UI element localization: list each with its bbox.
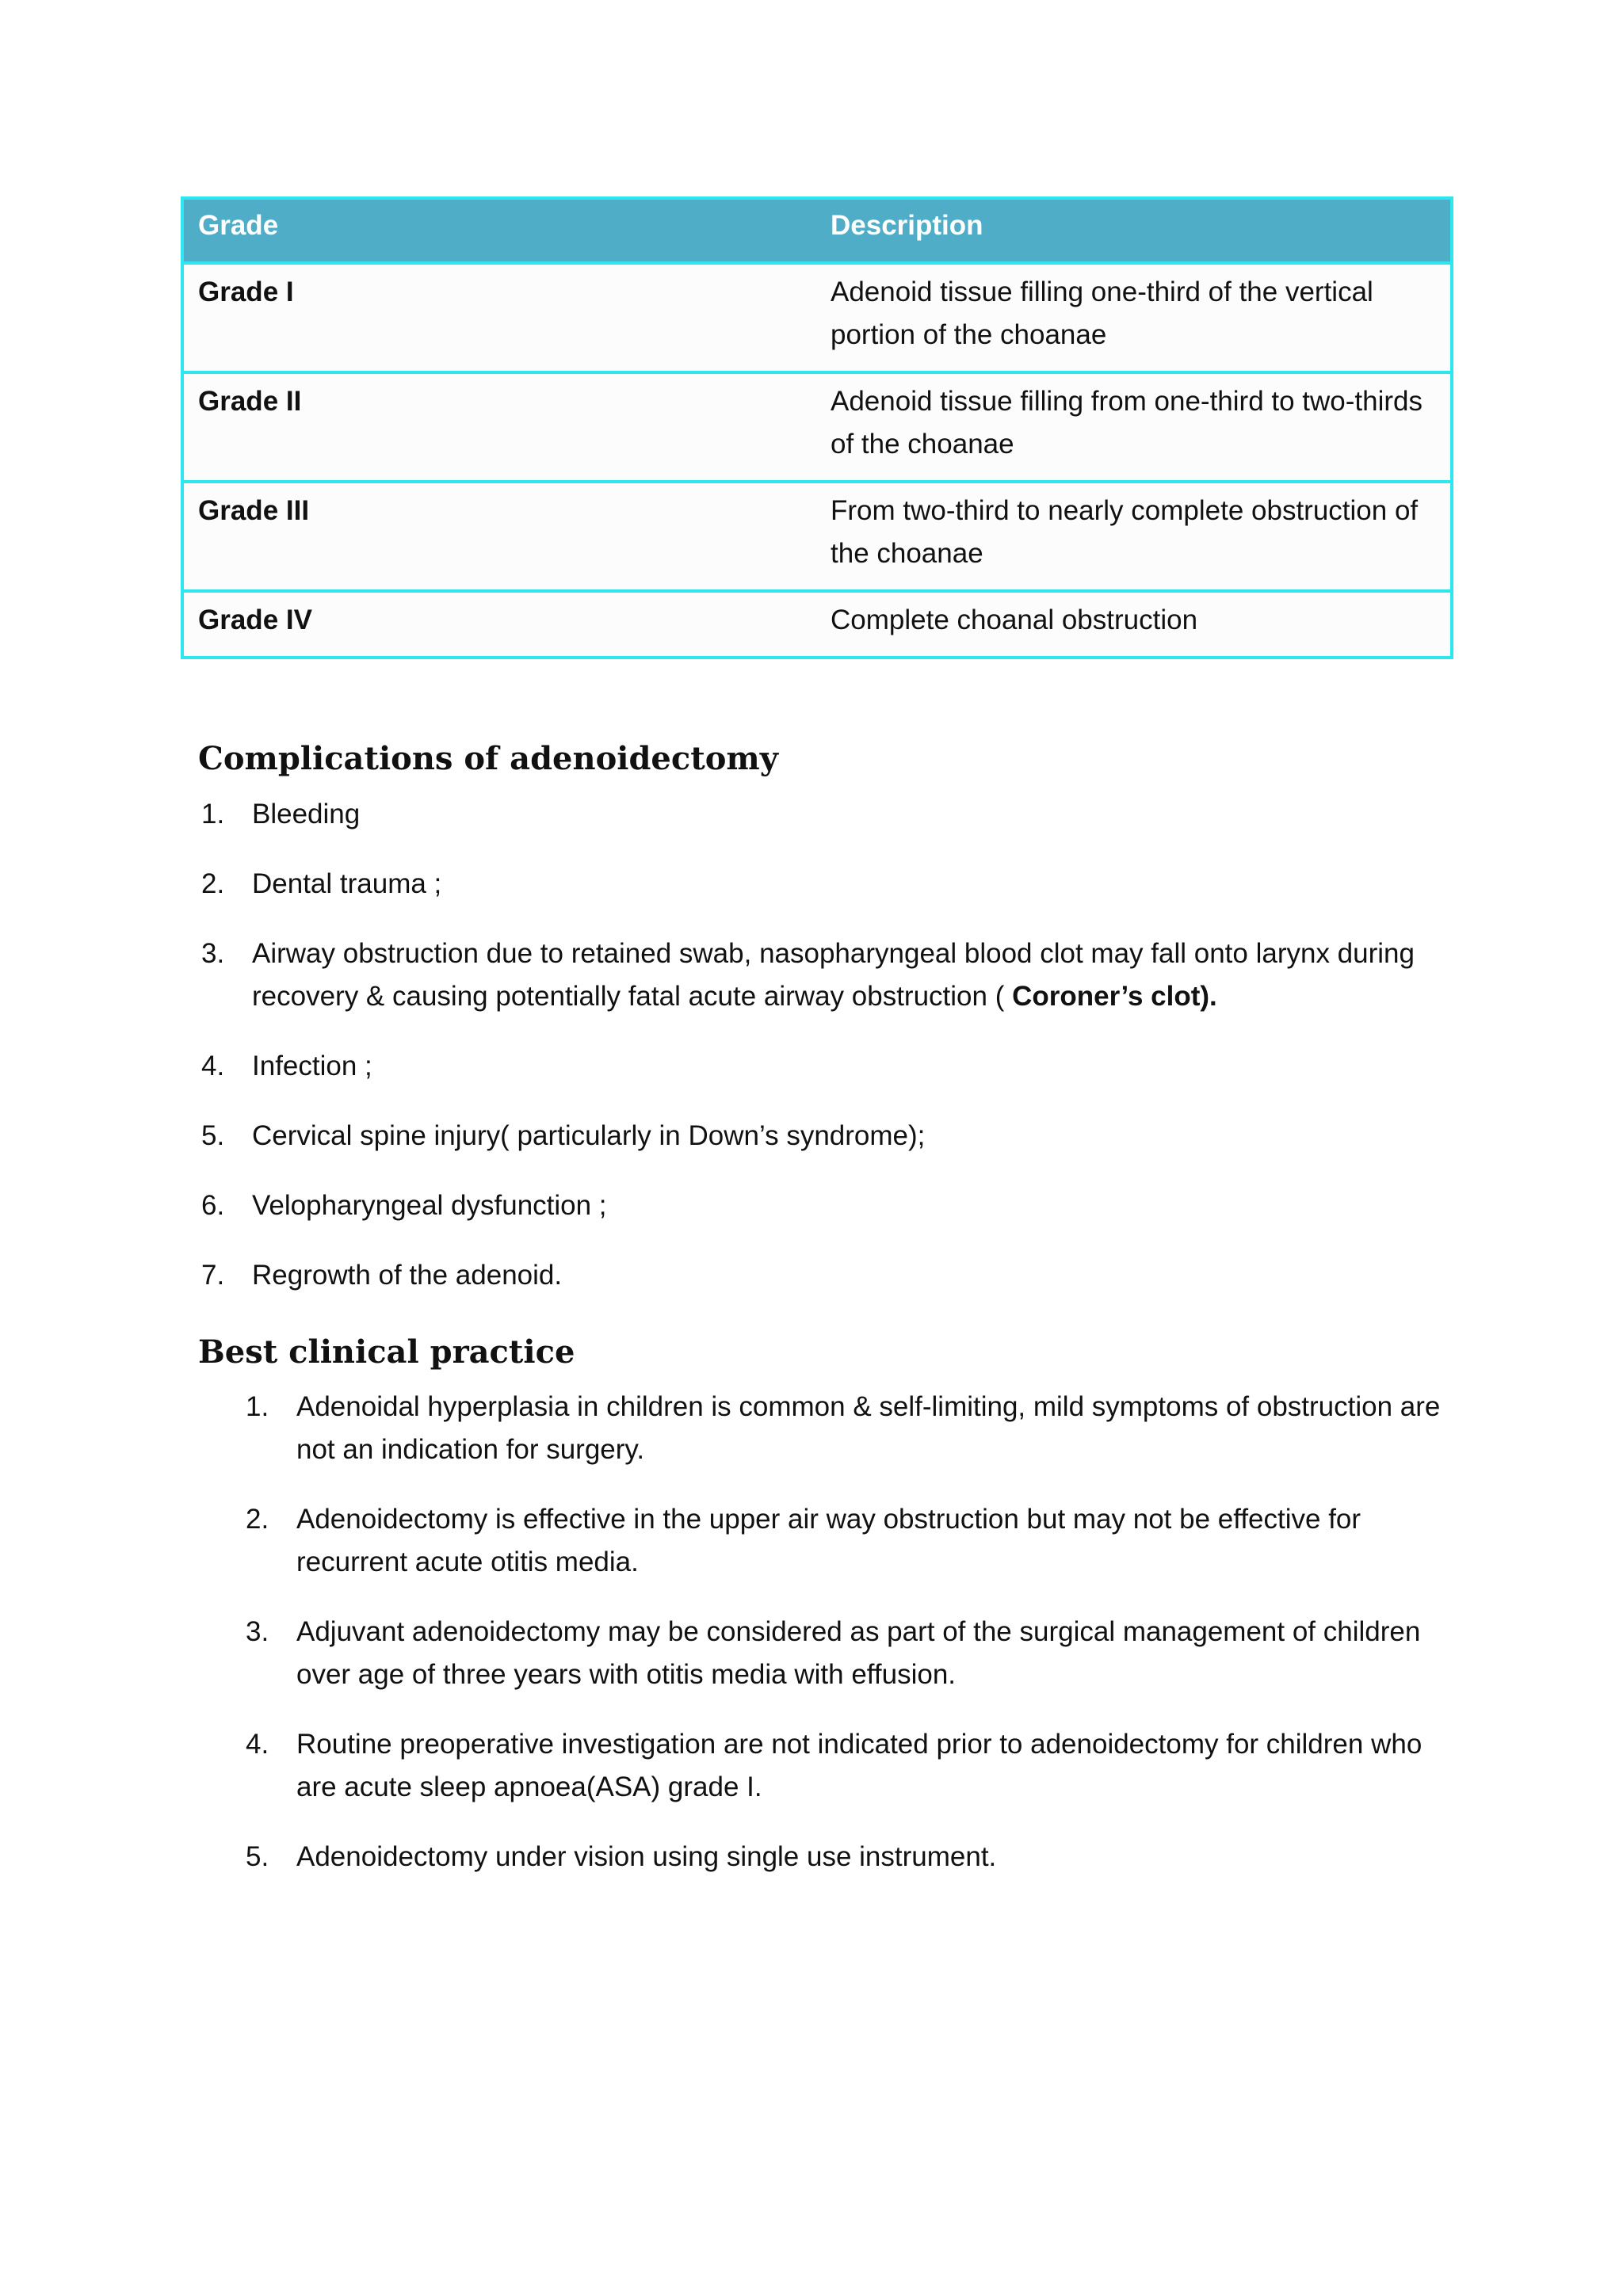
list-item (246, 1836, 1466, 1878)
table-header-row (182, 198, 1452, 263)
list-item (246, 1723, 1466, 1809)
header-grade: Grade (198, 210, 279, 241)
description-cell: Adenoid tissue filling from one-third to two-thirds of the choanae (831, 386, 1423, 460)
list-text: Adenoidal hyperplasia in children is common & self-limiting, mild symptoms of obstruction are not an indication for surgery. (296, 1391, 1441, 1465)
list-number: 3. (246, 1616, 269, 1647)
table-row (182, 263, 1452, 372)
list-number: 7. (201, 1260, 225, 1291)
table-row (182, 591, 1452, 658)
list-item (201, 933, 1469, 1018)
list-text: Airway obstruction due to retained swab, nasopharyngeal blood clot may fall onto larynx during recovery & causing potentially fatal acute airway obstruction ( (252, 938, 1415, 1012)
list-text: Infection ; (252, 1051, 372, 1081)
list-number: 3. (201, 938, 225, 969)
list-item (246, 1386, 1466, 1471)
list-item (201, 1184, 1469, 1227)
list-text: Velopharyngeal dysfunction ; (252, 1190, 607, 1221)
best-practice-heading: Best clinical practice (198, 1333, 575, 1371)
grade-cell: Grade I (198, 277, 294, 307)
list-item (201, 1254, 1469, 1297)
adenoid-grade-table (181, 196, 1453, 659)
table-row (182, 372, 1452, 482)
description-cell: From two-third to nearly complete obstruction of the choanae (831, 495, 1419, 569)
list-text: Regrowth of the adenoid. (252, 1260, 563, 1291)
list-number: 5. (246, 1841, 269, 1872)
description-cell: Adenoid tissue filling one-third of the vertical portion of the choanae (831, 277, 1373, 350)
list-text: Adjuvant adenoidectomy may be considered as part of the surgical management of children over age of three years with otitis media with effusion. (296, 1616, 1421, 1690)
list-text: Cervical spine injury( particularly in Down’s syndrome); (252, 1120, 926, 1151)
list-item (201, 1045, 1469, 1088)
complications-list (201, 793, 1469, 1324)
list-number: 1. (246, 1391, 269, 1422)
list-text: Adenoidectomy is effective in the upper air way obstruction but may not be effective for recurrent acute otitis media. (296, 1504, 1361, 1577)
table-row (182, 482, 1452, 591)
list-text-wrapper (252, 933, 1469, 1018)
list-text: Dental trauma ; (252, 868, 442, 899)
list-number: 6. (201, 1190, 225, 1221)
grade-cell: Grade III (198, 495, 310, 526)
complications-heading: Complications of adenoidectomy (198, 740, 778, 777)
list-number: 1. (201, 799, 225, 830)
list-text: Bleeding (252, 799, 361, 830)
grade-cell: Grade IV (198, 605, 312, 635)
list-number: 2. (246, 1504, 269, 1535)
list-text: Routine preoperative investigation are not indicated prior to adenoidectomy for children who are acute sleep apnoea(ASA) grade I. (296, 1729, 1423, 1802)
list-number: 2. (201, 868, 225, 899)
best-practice-list (246, 1386, 1466, 1905)
grade-cell: Grade II (198, 386, 302, 417)
list-number: 5. (201, 1120, 225, 1151)
list-number: 4. (246, 1729, 269, 1760)
list-item (201, 863, 1469, 906)
list-item (246, 1498, 1466, 1584)
description-cell: Complete choanal obstruction (831, 605, 1198, 635)
list-item (246, 1611, 1466, 1696)
list-item (201, 1115, 1469, 1158)
coroners-clot-term: Coroner’s clot). (1012, 981, 1217, 1012)
list-text: Adenoidectomy under vision using single use instrument. (296, 1841, 997, 1872)
header-description: Description (831, 210, 983, 241)
list-item (201, 793, 1469, 836)
list-number: 4. (201, 1051, 225, 1081)
